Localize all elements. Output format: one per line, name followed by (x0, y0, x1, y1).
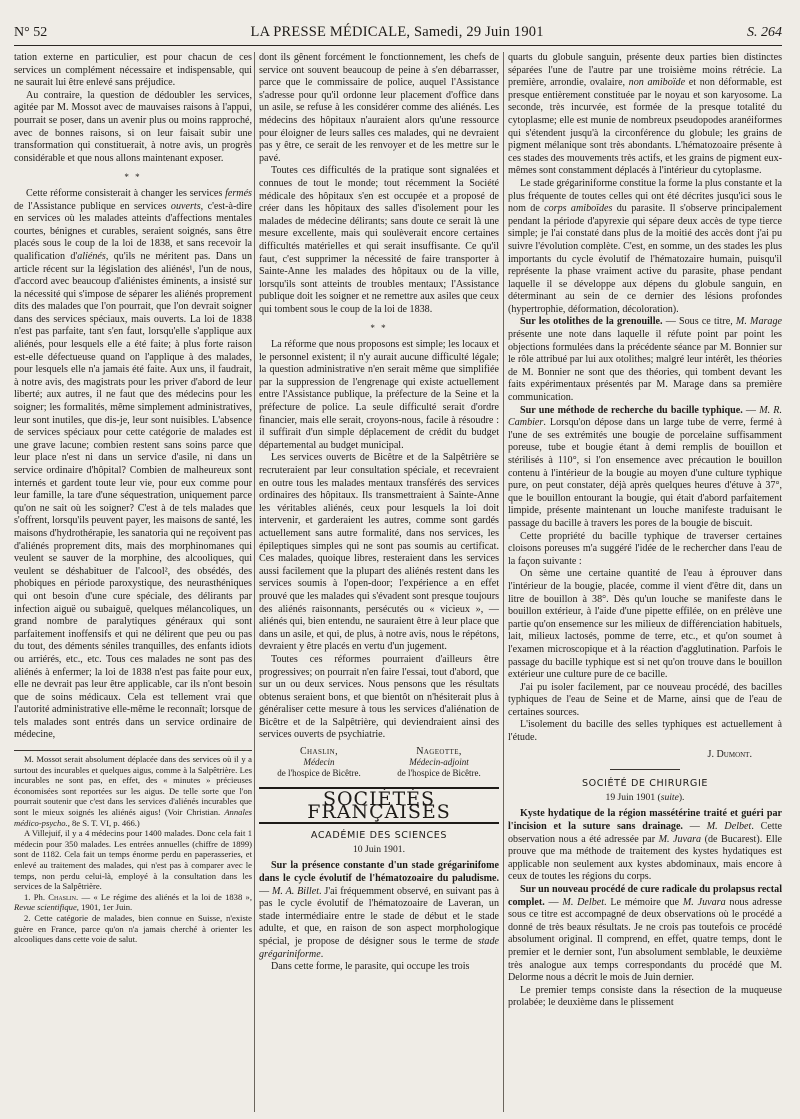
paragraph: Le stade grégariniforme constitue la forme la plus constante et la plus fréquente de toutes celles qui ont été décrites jusqu'ici sous le nom de corps amiboïdes du parasite. Il s'observe principalement pendant la période d'apyrexie qui sépare deux accès de type tierce simple; je l'ai constaté dans plus de la moitié des accès dont j'ai pu suivre l'évolution complète. C'est, en somme, un des stades les plus importants du cycle évolutif de l'hématozaire humain, puisqu'il représente la phase vraiment active du parasite, phase pendant laquelle il se développe aux dépens du globule sanguin, en déterminant au sein de ce dernier des lésions profondes (hypertrophie, déformation, décoloration). (508, 177, 782, 315)
author-signature: J. Dumont. (707, 748, 752, 760)
paragraph: tation externe en particulier, est pour chacun de ces services un complément nécessaire et indispensable, qui ne saurait lui être enlevé sans préjudice. (14, 52, 252, 89)
column-right (508, 52, 782, 1112)
footnote: 1. Ph. Chaslin. — « Le régime des aliénés et la loi de 1838 », Revue scientifique, 1901, 1er Juin. (14, 891, 252, 913)
issue-number: N° 52 (14, 25, 48, 40)
paragraph: Dans cette forme, le parasite, qui occupe les trois (271, 961, 470, 973)
paragraph: La réforme que nous proposons est simple; les locaux et le personnel existent; il n'y aurait aucune difficulté légale; la question administrative n'en serait même que simplifiée par la suppression de l'engrenage qui existe actuellement entre l'Assistance publique, la préfecture de la Seine et la préfecture de police. La seule difficulté serait d'ordre financier, mais elle serait, croyons-nous, facile à résoudre : il suffirait d'un simple déplacement de crédit du budget départemental au budget municipal. (259, 339, 499, 451)
page-header (14, 24, 782, 42)
paragraph: Sur les otolithes de la grenouille. — Sous ce titre, M. Marage présente une note dans laquelle il réfute point par point les objections formulées dans la précédente séance par M. Bonnier sur le rôle attribué par lui aux otolithes; malgré leur intérêt, les théories de M. Bonnier ne sont que des théories, qui tombent devant les faits expérimentaux présentés par M. Marage dans sa première communication. (508, 316, 782, 404)
session-date: 19 Juin 1901 (suite). (605, 791, 685, 803)
paragraph: Au contraire, la question de dédoubler les services, agitée par M. Mossot avec de mauvaises raisons à l'appui, pourrait se poser, dans un avenir plus ou moins rapproché, avec de bonnes raisons, si on leur faisait subir une transformation qui constituerait, à notre avis, un progrès considérable et que nous allons maintenant exposer. (14, 89, 252, 164)
signatures (259, 746, 499, 779)
paragraph: Kyste hydatique de la région massétérine traité et guéri par l'incision et la suture sans drainage. — M. Delbet. Cette observation nous a été adressée par M. Juvara (de Bucarest). Elle prouve que ma méthode de traitement des kystes hydatiques est applicable non seulement aux kystes abdominaux, mais encore à ceux de toutes les régions du corps. (508, 808, 782, 883)
footnote: A Villejuif, il y a 4 médecins pour 1400 malades. Donc cela fait 1 médecin pour 350 malades. Les entrées annuelles (chiffre de 1899) sont de 1182. Cela fait un temps énorme perdu en paperasseries, et enlevé au traitement des malades, qui n'est pas à comparer avec le temps, non perdu celui-là, employé à la consultation dans les services de la Salpêtrière. (14, 828, 252, 892)
paragraph: Les services ouverts de Bicêtre et de la Salpêtrière se recruteraient par leur consultation spéciale, et recevraient en outre tous les malades mentaux transférés des services ordinaires des hôpitaux. Ils transmettraient à Sainte-Anne les véritables aliénés, ceux pour lesquels la loi doit intervenir, et garderaient les autres, comme sont gardés actuellement sans autre formalité, dans nos services, les épileptiques simples qui ne sont pas soumis au certificat. Ces malades, quoique libres, resteraient dans les services aussi facilement que la plupart des aliénés restent dans les services soumis à l'open-door; l'expérience a en effet prouvé que les malades qui s'évadent sont presque toujours des aliénés raisonnants, persécutés ou « vicieux », — aliénés qui, bien entendu, ne sauraient être à leur place que dans un asile, et qui, de plus, à notre avis, nous le répétons, devraient y être placés en vertu d'un jugement. (259, 452, 499, 653)
section-separator: * * (370, 323, 388, 334)
section-separator: * * (124, 172, 142, 183)
divider (610, 769, 680, 770)
section-heading: ACADÉMIE DES SCIENCES (310, 830, 448, 842)
paragraph: quarts du globule sanguin, présente deux parties bien distinctes séparées l'une de l'autre par une troisième moins rétrécie. La première, arrondie, ovalaire, non amiboïde et non déformable, est presque entièrement constituée par le noyau et son karyosome. La seconde, très incurvée, est formée de la presque totalité du cytoplasme; elle est munie de nombreux pseudopodes aranéiformes qui s'étendent jusqu'à la circonférence du globule; les grains de pigment mélanique sont très abondants. L'hématozoaire présente à ces stades des mouvements très actifs, et les grains de pigment eux-mêmes sont constamment déplacés à l'intérieur du cytoplasme. (508, 52, 782, 177)
masthead-title: LA PRESSE MÉDICALE, Samedi, 29 Juin 1901 (250, 24, 544, 40)
column-middle (259, 52, 499, 1112)
paragraph: dont ils gênent forcément le fonctionnement, les chefs de service ont souvent beaucoup de peine à s'en débarrasser, parce que le commissaire de police, auquel l'Assistance s'adresse pour qu'il ordonne leur placement d'office dans un asile, se refuse à les considérer comme des aliénés. Les médecins des hôpitaux n'auraient alors qu'une ressource pour éloigner de leurs salles ces malades, qui ne devraient pas y être, ce serait de les renvoyer et de les mettre sur le pavé. (259, 52, 499, 164)
paragraph: Sur la présence constante d'un stade grégarinifome dans le cycle évolutif de l'hématozoaire du paludisme. — M. A. Billet. J'ai fréquemment observé, en suivant pas à pas le cycle évolutif de l'hématozoaire de Laveran, un stade intermédiaire entre le stade de début et le stade adulte, et que, en raison de son aspect morphologique spécial, je propose de désigner sous le terme de stade grégariniforme. (259, 860, 499, 960)
paragraph: Toutes ces difficultés de la pratique sont signalées et connues de tout le monde; tout récemment la Société médicale des hôpitaux s'en est occupée et a proposé de créer dans les hôpitaux des salles d'isolement pour les malades de médecine délirants; sans doute ce serait là une mesure excellente, mais qui soulèverait encore certaines difficultés matérielles et qui serait insuffisante. Ce qu'il faut, c'est supprimer la nécessité de faire transporter à Sainte-Anne les malades des hôpitaux ou de la ville, lorsqu'ils sont atteints de troubles mentaux; l'Assistance publique doit les soigner et ne remettre aux asiles que ceux qui tombent sous le coup de la loi de 1838. (259, 165, 499, 315)
paragraph: J'ai pu isoler facilement, par ce nouveau procédé, des bacilles typhiques de l'eau de Seine et de Marne, ainsi que de l'eau de certaines sources. (508, 681, 782, 718)
footnotes (14, 750, 252, 945)
signature-nageotte: Nageotte, Médecin-adjoint de l'hospice de Bicêtre. (397, 746, 481, 779)
session-date: 10 Juin 1901. (353, 843, 405, 855)
signature-chaslin: Chaslin, Médecin de l'hospice de Bicêtre. (277, 746, 361, 779)
column-left (14, 52, 252, 1112)
paragraph: Sur une méthode de recherche du bacille typhique. — M. R. Cambier. Lorsqu'on dépose dans un large tube de verre, fermé à l'une de ses extrémités une bougie de porcelaine suffisamment poreuse, tube et bougie étant à demi remplis de bouillon et stérilisés à 110°, si l'on ensemence avec précaution le bouillon contenu à l'intérieur de la bougie au moyen d'une culture typhique pure, on peut constater, déjà après quelques heures d'étuve à 37°, que le bouillon entourant la bougie, qui était d'abord parfaitement limpide, présente maintenant un louche manifeste traduisant le passage du bacille à travers les pores de la bougie de biscuit. (508, 404, 782, 529)
header-rule (14, 45, 782, 46)
paragraph: Sur un nouveau procédé de cure radicale du prolapsus rectal complet. — M. Delbet. Le mémoire que M. Juvara nous adresse sous ce titre est accompagné de deux observations où le procédé a donné de très beaux résultats. Je ne crois pas toutefois ce procédé absolument original. Il comprend, en effet, quatre temps, dont le premier et le dernier sont, l'un absolument semblable, le deuxième très analogue aux temps correspondants du procédé que M. Delorme nous a décrit le mois de Juin dernier. (508, 884, 782, 984)
column-rule (254, 52, 255, 1112)
section-banner: SOCIÉTÉS FRANÇAISES (259, 787, 499, 824)
column-rule (503, 52, 504, 1112)
paragraph: L'isolement du bacille des selles typhiques est actuellement à l'étude. (508, 719, 782, 744)
footnote: 2. Cette catégorie de malades, bien connue en Suisse, n'existe guère en France, parce qu'on n'a jamais cherché à orienter les alcooliques dans cette voie de salut. (14, 912, 252, 945)
page-number: S. 264 (747, 25, 782, 40)
paragraph: Cette propriété du bacille typhique de traverser certaines cloisons poreuses m'a suggéré l'idée de le rechercher dans l'eau de la façon suivante : (508, 530, 782, 567)
paragraph: Le premier temps consiste dans la résection de la muqueuse prolabée; le deuxième dans le plissement (508, 984, 782, 1009)
paragraph: Cette réforme consisterait à changer les services fermés de l'Assistance publique en services ouverts, c'est-à-dire en services où les malades atteints d'affections mentales courtes, bénignes et curables, seraient soignés, sans être placés sous le coup de la loi de 1838, et sans recevoir la qualification d'aliénés, qu'ils ne méritent pas. Dans un article récent sur la législation des aliénés¹, l'un de nous, d'accord avec beaucoup d'aliénistes éminents, a insisté sur la nécessité qui s'impose de séparer les aliénés proprement dits des malades que l'on pourrait, que l'on devrait soigner dans des services spéciaux, mais ouverts. La loi de 1838 n'est pas parfaite, tant s'en faut, lorsqu'elle s'applique aux aliénés, pour lesquels elle a été faite; à plus forte raison est-elle défectueuse quand on l'applique à des malades, pour lesquels elle n'a jamais été faite. Aux uns, il faudrait, à notre avis, des magistrats pour les priver d'abord de leur liberté; aux autres, il ne faut que des médecins pour les soigner; les formalités, même simplement administratives, leur sont inutiles, que dis-je, leur sont nuisibles. L'absence de services spéciaux pour cette catégorie de malades est une grave lacune; combien restent sans soins parce que leur place n'est ni dans un service d'asile, ni dans un service ordinaire d'hôpital? Combien de malheureux sont internés et gardent toute leur vie, pour eux comme pour leur famille, la tare d'une séquestration, uniquement parce qu'on ne sait où les soigner? C'est à de tels malades que s'offrent, lorsqu'ils peuvent payer, les maisons de santé, les maisons d'hydrothérapie, les sanatoria qui ne reçoivent pas d'aliénés proprement dits, mais des morphinomanes qui veulent se sauver de la morphine, des alcooliques, qui veulent se déshabituer de l'alcool², des obsédés, des phobiques en période paroxystique, des neurasthéniques qui ont besoin d'une cure spéciale, des délirants par infection aiguë ou subaiguë, quelques mélancoliques, un grand nombre de paralytiques généraux qui sont parfaitement inoffensifs et qui ne délirent que peu ou pas du tout, des déments séniles tranquilles, des enfants idiots ou arriérés, etc., etc. Tous ces malades ne sont pas des aliénés à enfermer; la loi de 1838 n'est pas faite pour eux, elle ne devrait pas leur être applicable, car ils n'ont besoin que de soins médicaux. Cela est tellement vrai que l'autorité administrative elle-même le reconnaît; lorsque de tels malades sont entrés dans un service ordinaire de médecine, (14, 187, 252, 741)
footnote: M. Mossot serait absolument déplacée dans des services où il y a surtout des incurables et quelques aigus, comme à la Salpêtrière. Les incurables ne sont pas, en effet, des « minutes » précieuses économisées sont reportées sur les aigus. De telle sorte que l'on pourrait soutenir que c'est dans les services d'aliénés incurables que sont le mieux soignés les aliénés aigus! (Voir Christian. Annales médico-psycho., 8e S. T. VI, p. 466.) (14, 754, 252, 828)
section-heading: SOCIÉTÉ DE CHIRURGIE (581, 778, 709, 790)
paragraph: On sème une certaine quantité de l'eau à éprouver dans l'intérieur de la bougie, placée, comme il vient d'être dit, dans un litre de bouillon à 38°. Dès qu'un louche se manifeste dans le bouillon extérieur, à l'aide d'une pipette effilée, on en prélève une partie qu'on ensemence sur les milieux de différenciation habituels, lait, milieux lactosés, pomme de terre, etc., et qu'on soumet à l'examen microscopique et à la réaction d'agglutination. Parfois le passage du bacille typhique est si net qu'on trouve dans le bouillon extérieur une culture pure de ce bacille. (508, 568, 782, 681)
paragraph: Toutes ces réformes pourraient d'ailleurs être progressives; on pourrait n'en faire l'essai, tout d'abord, que sur un ou deux services. Nous pensons que les résultats obtenus seraient bons, et que bientôt on n'hésiterait plus à généraliser cette mesure à tous les services d'aliénation de Bicêtre et de la Salpêtrière, qui deviendraient ainsi des services ouverts de psychiatrie. (259, 653, 499, 741)
